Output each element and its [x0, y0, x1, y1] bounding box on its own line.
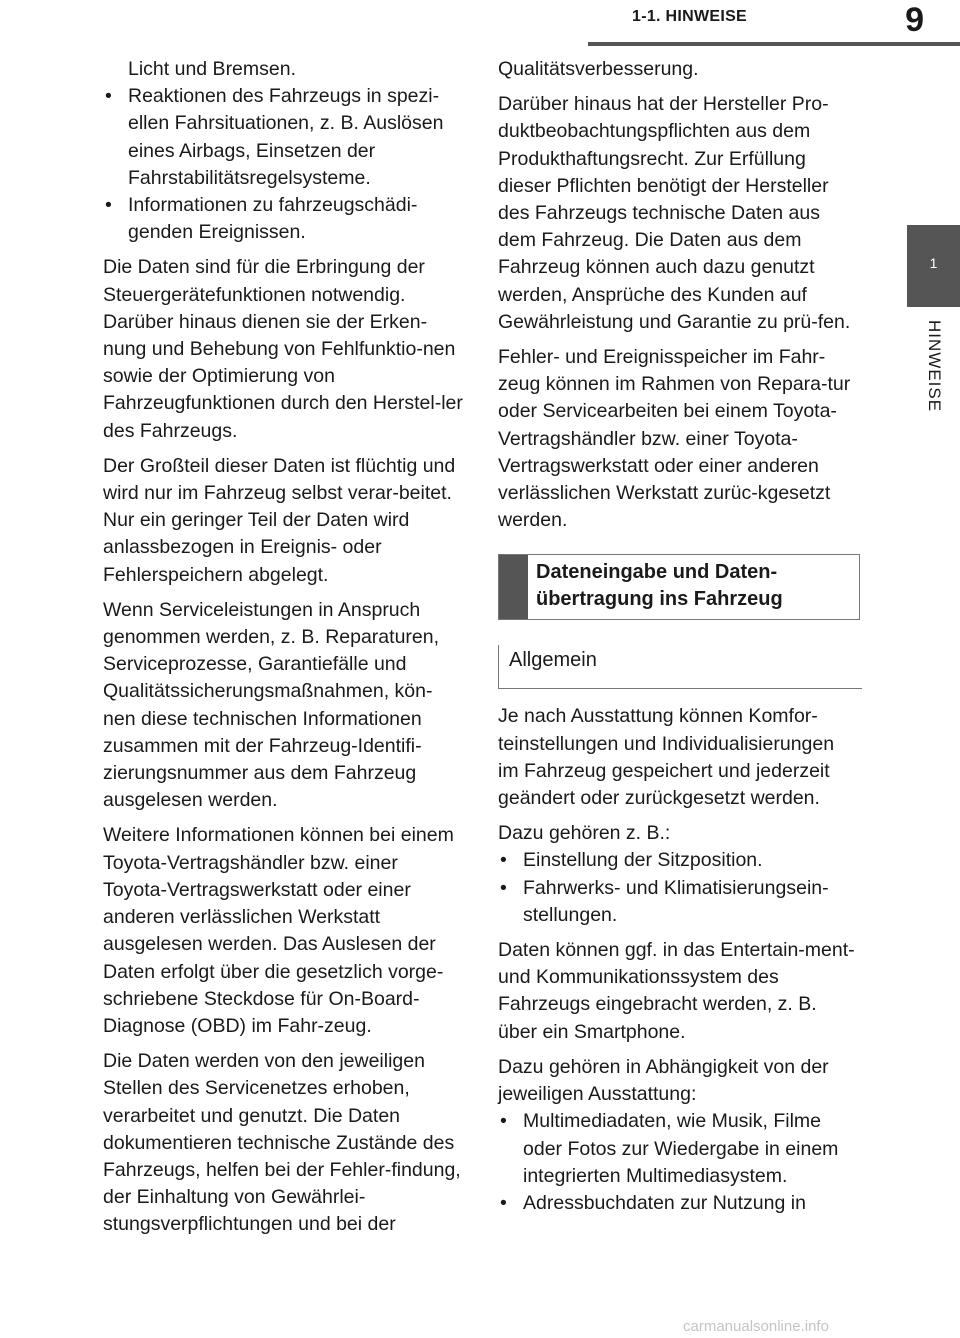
header-rule — [588, 42, 960, 46]
paragraph: Wenn Serviceleistungen in Anspruch genommen werden, z. B. Reparaturen, Serviceprozesse, Garantiefälle und Qualitätssicherungsmaßnahmen, kön-nen diese technischen Informationen zusammen mit der Fahrzeug-Identifi-zierungsnummer aus dem Fahrzeug ausgelesen werden. — [103, 598, 440, 812]
paragraph: Darüber hinaus hat der Hersteller Pro-duktbeobachtungspflichten aus dem Produkthaftungsrecht. Zur Erfüllung dieser Pflichten benötigt der Hersteller des Fahrzeugs technische Daten aus dem Fahrzeug. Die Daten aus dem Fahrzeug können auch dazu genutzt werden, Ansprüche des Kunden auf Gewährleistung und Garantie zu prü-fen. — [498, 93, 851, 333]
list-item: • Reaktionen des Fahrzeugs in spezi-ellen Fahrsituationen, z. B. Auslösen eines Airbags, Einsetzen der Fahrstabilitätsregelsysteme. — [103, 83, 465, 192]
left-column — [103, 56, 465, 1247]
paragraph: Dazu gehören z. B.: — [498, 822, 671, 845]
section-heading: Dateneingabe und Daten-übertragung ins Fahrzeug — [536, 561, 783, 611]
list-item: • Adressbuchdaten zur Nutzung in — [498, 1190, 860, 1217]
paragraph: Die Daten werden von den jeweiligen Stellen des Servicenetzes erhoben, verarbeitet und genutzt. Die Daten dokumentieren technische Zustände des Fahrzeugs, helfen bei der Fehler-findung, der Einhaltung von Gewährlei-stungsverpflichtungen und bei der — [103, 1050, 461, 1236]
bullet-list — [103, 83, 465, 246]
paragraph: Daten können ggf. in das Entertain-ment- und Kommunikationssystem des Fahrzeugs eingebracht werden, z. B. über ein Smartphone. — [498, 939, 855, 1043]
section-header: 1-1. HINWEISE — [632, 8, 748, 25]
page-number: 9 — [905, 1, 924, 39]
bullet-list — [498, 847, 860, 929]
paragraph: Fehler- und Ereignisspeicher im Fahr-zeug können im Rahmen von Repara-tur oder Servicearbeiten bei einem Toyota-Vertragshändler bzw. einer Toyota-Vertragswerkstatt oder einer anderen verlässlichen Werkstatt zurüc-kgesetzt werden. — [498, 346, 851, 532]
watermark: carmanualsonline.info — [683, 1318, 829, 1335]
chapter-tab-number: 1 — [929, 255, 938, 271]
section-heading-bar — [499, 555, 528, 619]
paragraph: Weitere Informationen können bei einem Toyota-Vertragshändler bzw. einer Toyota-Vertragswerkstatt oder einer anderen verlässlichen Werkstatt ausgelesen werden. Das Auslesen der Daten erfolgt über die gesetzlich vorge-schriebene Steckdose für On-Board-Diagnose (OBD) im Fahr-zeug. — [103, 824, 454, 1037]
bullet-list — [498, 1108, 860, 1217]
section-heading-box — [498, 554, 860, 620]
subsection-heading: Allgemein — [509, 649, 597, 672]
paragraph: Die Daten sind für die Erbringung der Steuergerätefunktionen notwendig. Darüber hinaus dienen sie der Erken-nung und Behebung von Fehlfunktio-nen sowie der Optimierung von Fahrzeugfunktionen durch den Herstel-ler des Fahrzeugs. — [103, 256, 463, 442]
list-item: • Informationen zu fahrzeugschädi-genden Ereignissen. — [103, 192, 465, 246]
list-item: • Fahrwerks- und Klimatisierungsein-stellungen. — [498, 875, 860, 929]
paragraph: Qualitätsverbesserung. — [498, 58, 699, 80]
chapter-tab-label: HINWEISE — [925, 320, 944, 413]
list-item: • Multimediadaten, wie Musik, Filme oder Fotos zur Wiedergabe in einem integrierten Multimediasystem. — [498, 1108, 860, 1190]
paragraph: Der Großteil dieser Daten ist flüchtig und wird nur im Fahrzeug selbst verar-beitet. Nur ein geringer Teil der Daten wird anlassbezogen in Ereignis- oder Fehlerspeichern abgelegt. — [103, 454, 456, 586]
paragraph: Je nach Ausstattung können Komfor-teinstellungen und Individualisierungen im Fahrzeug gespeichert und jederzeit geändert oder zurückgesetzt werden. — [498, 705, 835, 810]
right-column — [498, 56, 860, 1225]
list-item: • Einstellung der Sitzposition. — [498, 847, 860, 874]
continued-bullet-text: Licht und Bremsen. — [128, 58, 297, 80]
paragraph: Dazu gehören in Abhängigkeit von der jeweiligen Ausstattung: — [498, 1055, 829, 1106]
subsection-heading-box — [498, 645, 862, 689]
